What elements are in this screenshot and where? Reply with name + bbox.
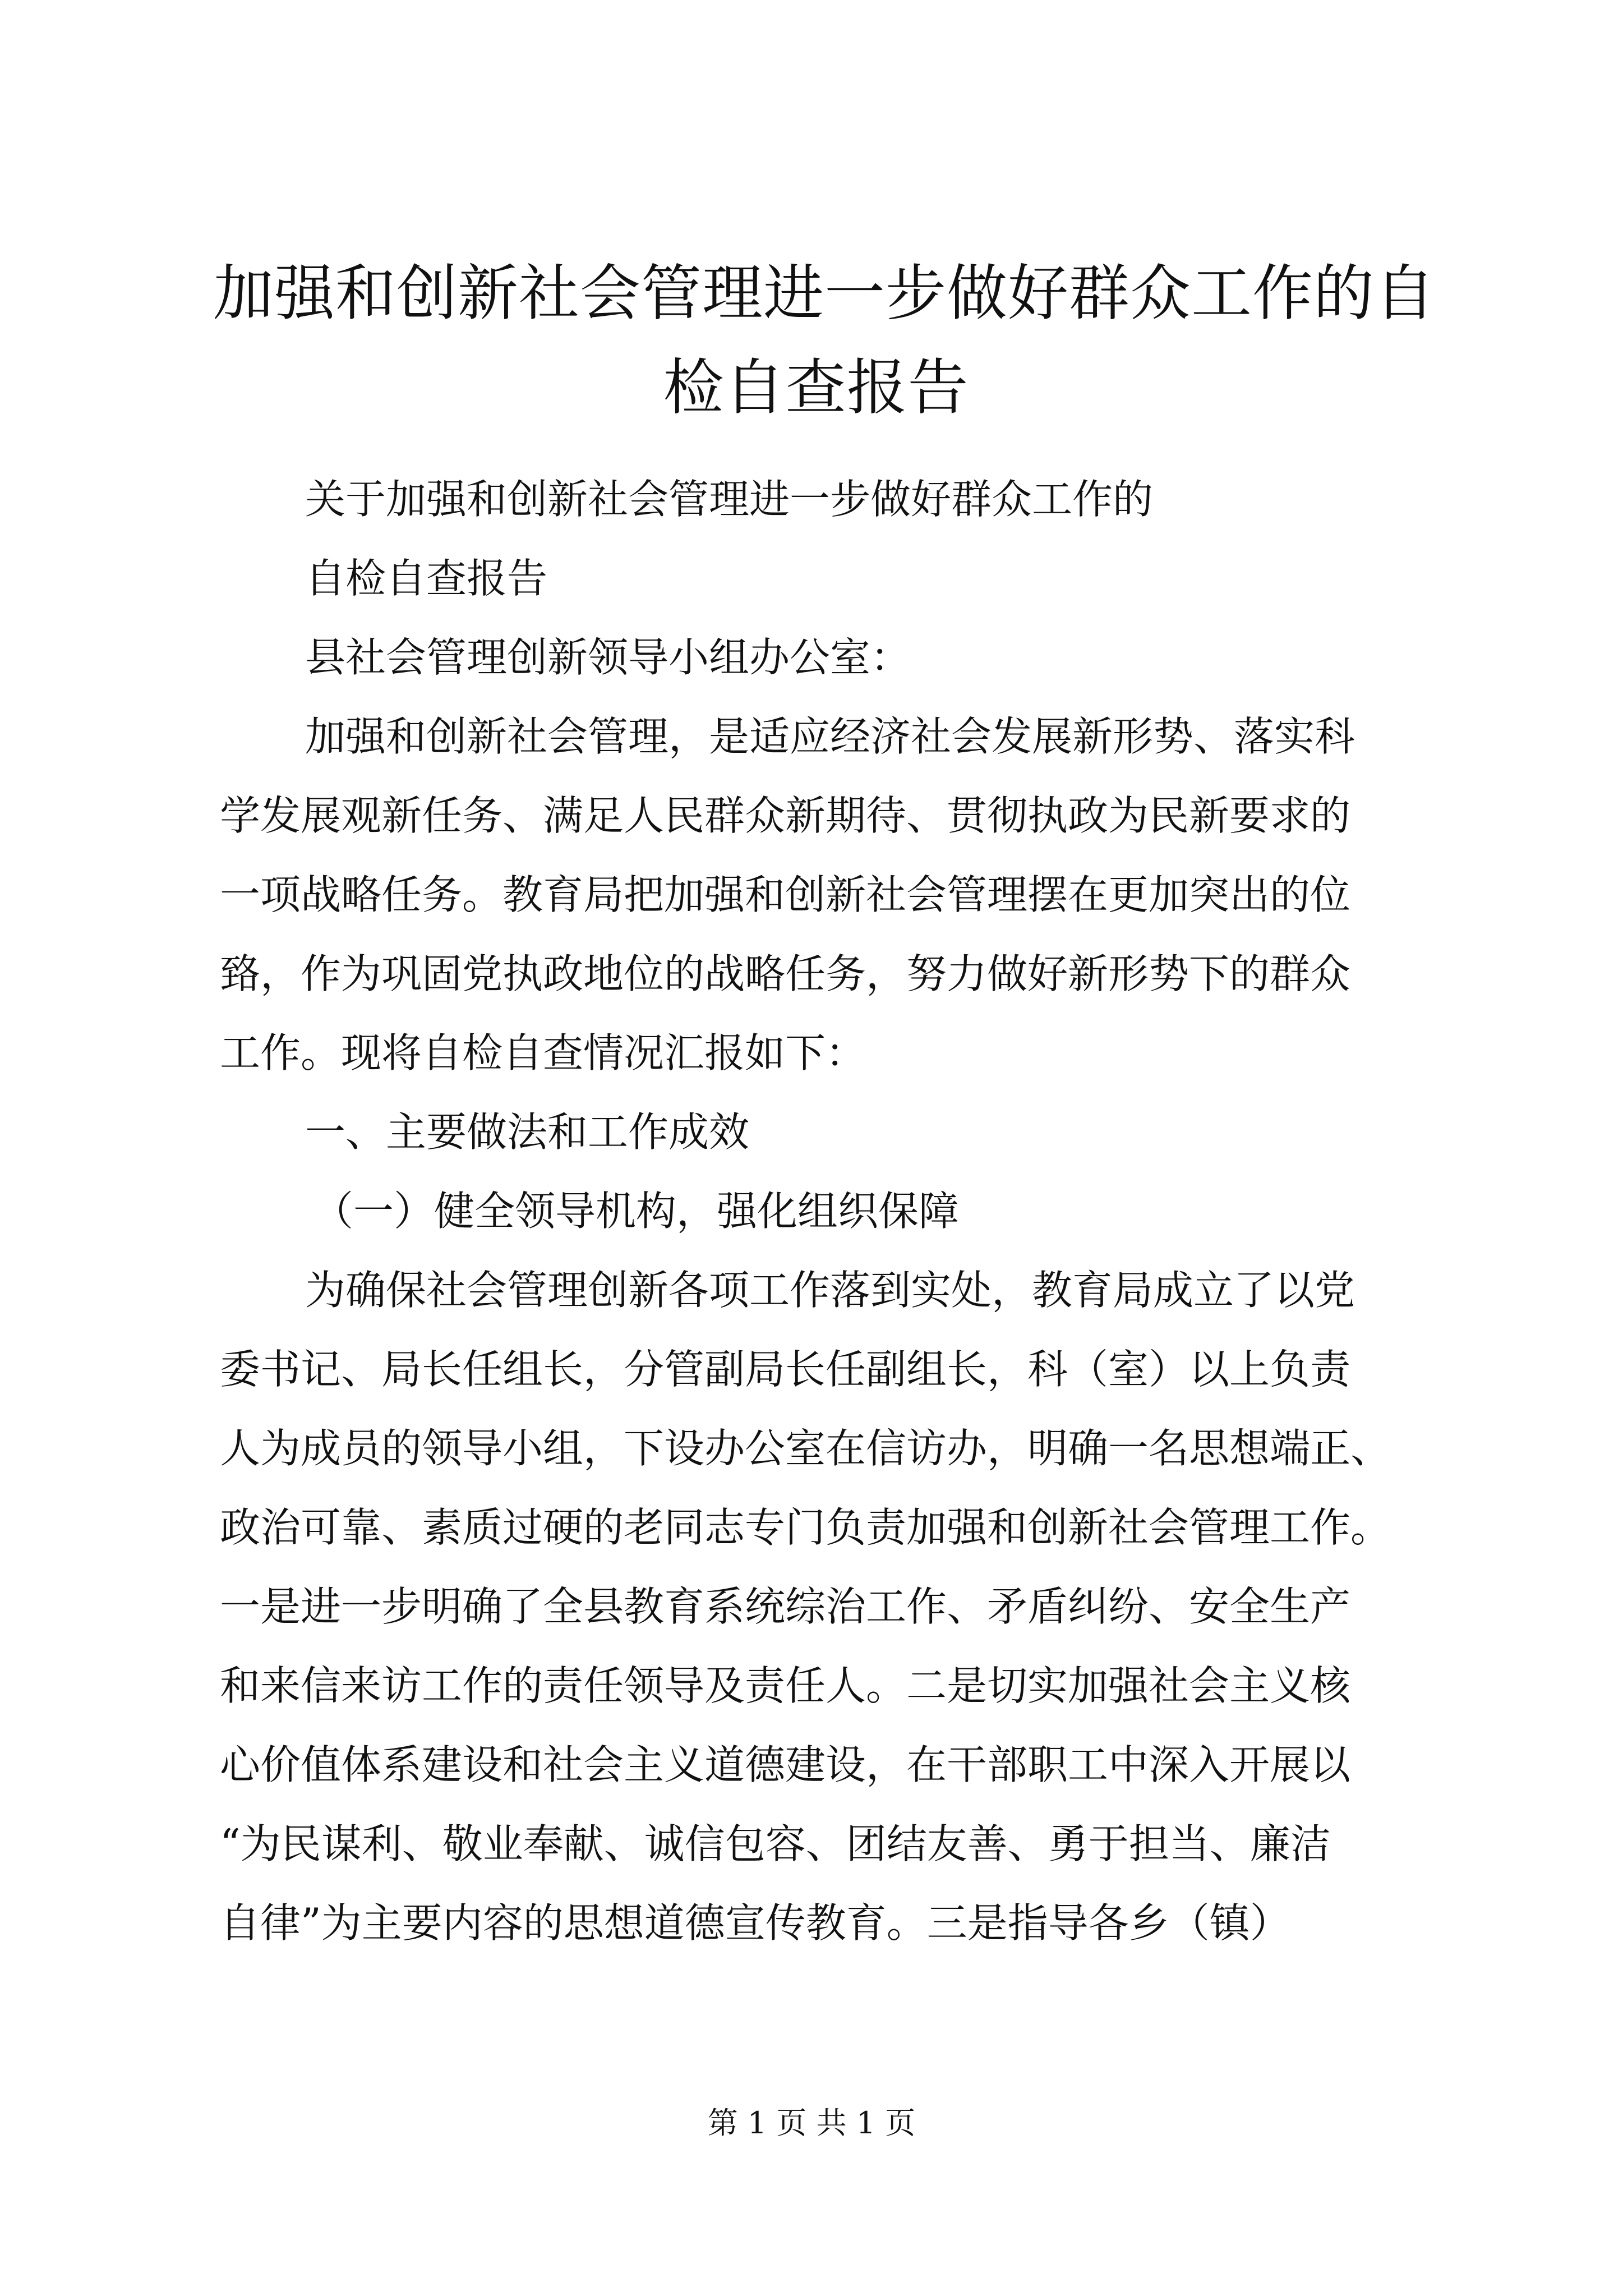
body-line: “为民谋利、敬业奉献、诚信包容、团结友善、勇于担当、廉洁	[220, 1820, 1331, 1867]
document-title	[213, 247, 1436, 435]
body-line: 一是进一步明确了全县教育系统综治工作、矛盾纠纷、安全生产	[220, 1583, 1351, 1630]
body-line: 工作。现将自检自查情况汇报如下：	[220, 1029, 866, 1076]
body-line: 自律”为主要内容的思想道德宣传教育。三是指导各乡（镇）	[220, 1899, 1290, 1947]
title-line-1: 加强和创新社会管理进一步做好群众工作的自	[213, 259, 1436, 329]
section-heading: 一、主要做法和工作成效	[305, 1108, 750, 1156]
body-line: 臵，作为巩固党执政地位的战略任务，努力做好新形势下的群众	[220, 950, 1351, 997]
addressee: 县社会管理创新领导小组办公室：	[305, 634, 911, 681]
body-line: 学发展观新任务、满足人民群众新期待、贯彻执政为民新要求的	[220, 792, 1351, 839]
document-body	[220, 460, 1426, 1963]
body-line: 一项战略任务。教育局把加强和创新社会管理摆在更加突出的位	[220, 871, 1351, 918]
title-line-2: 检自查报告	[663, 353, 969, 423]
body-line: 和来信来访工作的责任领导及责任人。二是切实加强社会主义核	[220, 1662, 1351, 1709]
body-line: 委书记、局长任组长，分管副局长任副组长，科（室）以上负责	[220, 1346, 1351, 1393]
body-line: 为确保社会管理创新各项工作落到实处，教育局成立了以党	[305, 1267, 1355, 1314]
subsection-heading: （一）健全领导机构，强化组织保障	[313, 1188, 960, 1235]
subtitle-line-1: 关于加强和创新社会管理进一步做好群众工作的	[305, 476, 1154, 523]
body-line: 加强和创新社会管理，是适应经济社会发展新形势、落实科	[305, 713, 1355, 760]
subtitle-line-2: 自检自查报告	[305, 555, 548, 602]
body-line: 人为成员的领导小组，下设办公室在信访办，明确一名思想端正、	[220, 1425, 1391, 1472]
body-line: 政治可靠、素质过硬的老同志专门负责加强和创新社会管理工作。	[220, 1504, 1391, 1551]
page-footer: 第 1 页 共 1 页	[707, 2105, 916, 2141]
body-line: 心价值体系建设和社会主义道德建设，在干部职工中深入开展以	[220, 1741, 1351, 1788]
